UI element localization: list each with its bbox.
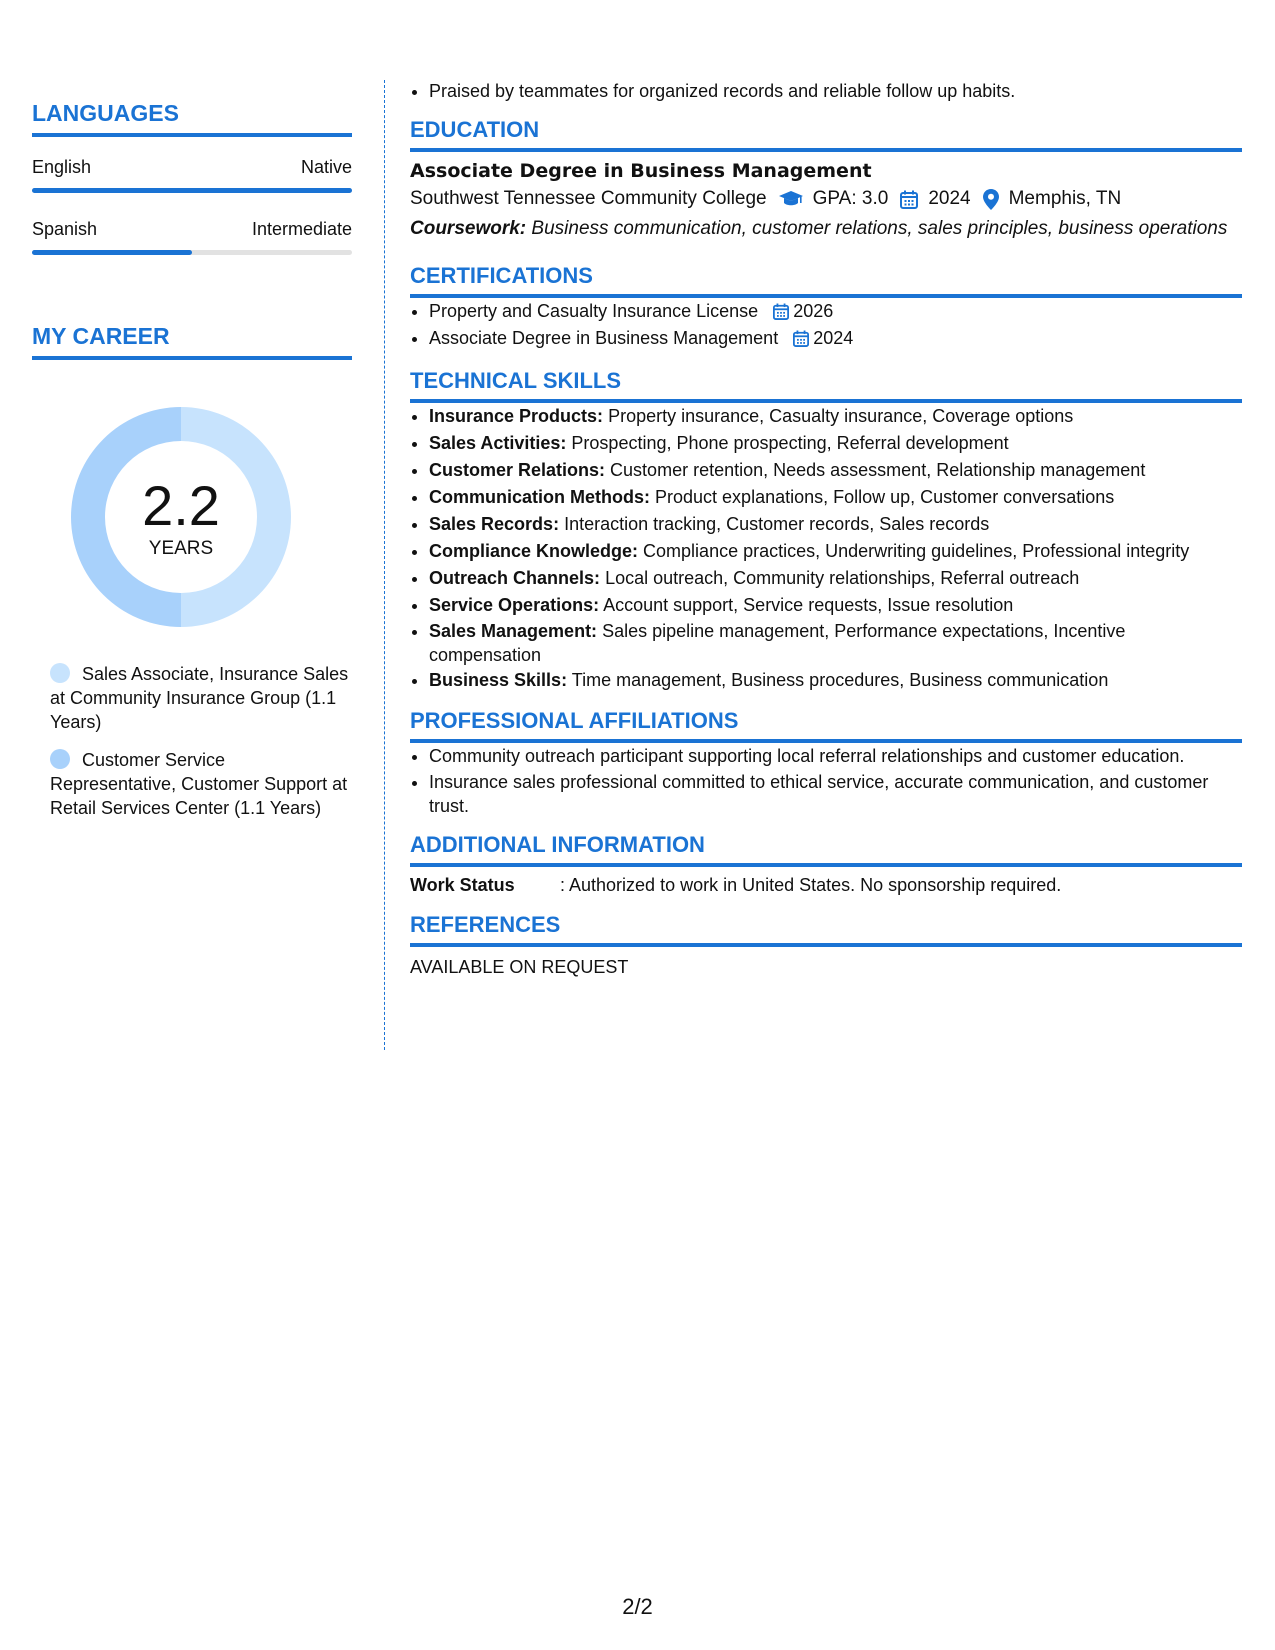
career-total-years: 2.2 (142, 474, 220, 537)
career-legend-item (50, 662, 352, 734)
coursework-text: Business communication, customer relations, sales principles, business operations (531, 218, 1228, 239)
work-status-value: : Authorized to work in United States. No sponsorship required. (560, 875, 1062, 895)
education-location: Memphis, TN (1008, 188, 1122, 209)
language-proficiency-fill (32, 250, 192, 255)
language-level: Intermediate (251, 219, 352, 239)
references-section (410, 912, 1242, 978)
additional-info-heading: ADDITIONAL INFORMATION (410, 832, 1242, 867)
certification-name: Associate Degree in Business Management (429, 328, 779, 348)
language-item (32, 157, 352, 193)
column-divider (384, 80, 385, 1050)
education-coursework (410, 216, 1242, 241)
education-heading: EDUCATION (410, 117, 1242, 152)
skill-item (429, 484, 1242, 511)
language-item (32, 219, 352, 255)
skill-value: Prospecting, Phone prospecting, Referral development (571, 433, 1009, 453)
main-content (410, 78, 1242, 978)
career-total-unit: YEARS (148, 538, 214, 559)
skill-label: Sales Records: (429, 514, 560, 534)
skill-label: Communication Methods: (429, 487, 650, 507)
technical-skills-section (410, 368, 1242, 694)
career-legend-label: Sales Associate, Insurance Sales at Community Insurance Group (1.1 Years) (50, 664, 349, 732)
career-legend-label: Customer Service Representative, Customer Support at Retail Services Center (1.1 Years) (50, 750, 348, 818)
skill-item (429, 565, 1242, 592)
legend-dot-icon (50, 749, 70, 769)
skill-item (429, 619, 1242, 667)
skill-value: Time management, Business procedures, Business communication (571, 670, 1109, 690)
work-status-label: Work Status (410, 875, 515, 895)
certifications-section (410, 263, 1242, 352)
skill-value: Property insurance, Casualty insurance, Coverage options (608, 406, 1074, 426)
education-year: 2024 (928, 188, 971, 209)
experience-bullet: • Praised by teammates for organized records and reliable follow up habits. (429, 78, 1242, 105)
language-proficiency-bar (32, 188, 352, 193)
calendar-icon (900, 190, 918, 209)
certification-year: 2024 (813, 328, 854, 348)
sidebar (32, 100, 352, 834)
skill-value: Interaction tracking, Customer records, Sales records (564, 514, 990, 534)
skill-label: Service Operations: (429, 595, 600, 615)
coursework-label: Coursework: (410, 218, 527, 239)
skill-label: Sales Activities: (429, 433, 567, 453)
skill-label: Outreach Channels: (429, 568, 601, 588)
affiliations-heading: PROFESSIONAL AFFILIATIONS (410, 708, 1242, 743)
skill-label: Compliance Knowledge: (429, 541, 639, 561)
additional-info-section (410, 832, 1242, 896)
career-legend (50, 662, 352, 820)
skill-label: Customer Relations: (429, 460, 606, 480)
skill-item (429, 667, 1242, 694)
skill-value: Sales pipeline management, Performance expectations, Incentive compensation (429, 621, 1126, 665)
certification-name: Property and Casualty Insurance License (429, 301, 759, 321)
technical-skills-list (410, 403, 1242, 694)
skill-value: Local outreach, Community relationships, Referral outreach (605, 568, 1080, 588)
career-donut-chart (66, 402, 296, 632)
location-pin-icon (983, 189, 999, 210)
skill-value: Product explanations, Follow up, Customer conversations (655, 487, 1115, 507)
certifications-heading: CERTIFICATIONS (410, 263, 1242, 298)
skill-item (429, 457, 1242, 484)
skill-value: Compliance practices, Underwriting guidelines, Professional integrity (643, 541, 1190, 561)
certifications-list (410, 298, 1242, 352)
skill-item (429, 511, 1242, 538)
legend-dot-icon (50, 663, 70, 683)
skill-item (429, 430, 1242, 457)
education-school: Southwest Tennessee Community College (410, 188, 767, 209)
affiliation-item: • Insurance sales professional committed to ethical service, accurate communication, and customer trust. (429, 770, 1242, 818)
references-text: AVAILABLE ON REQUEST (410, 957, 629, 977)
page-number: 2/2 (622, 1594, 653, 1619)
career-legend-item (50, 748, 352, 820)
skill-item (429, 403, 1242, 430)
career-heading: MY CAREER (32, 323, 352, 360)
language-name: Spanish (32, 219, 98, 239)
language-proficiency-fill (32, 188, 352, 193)
skill-value: Account support, Service requests, Issue resolution (603, 595, 1014, 615)
skill-label: Insurance Products: (429, 406, 604, 426)
experience-bullets (410, 78, 1242, 105)
certification-year: 2026 (793, 301, 834, 321)
references-heading: REFERENCES (410, 912, 1242, 947)
education-degree: Associate Degree in Business Management (410, 160, 872, 182)
calendar-icon (793, 330, 809, 347)
skill-label: Sales Management: (429, 621, 598, 641)
education-gpa: GPA: 3.0 (812, 188, 889, 209)
language-proficiency-bar (32, 250, 352, 255)
certification-item (429, 298, 1242, 325)
language-name: English (32, 157, 92, 177)
language-level: Native (300, 157, 352, 177)
affiliation-item: • Community outreach participant supporting local referral relationships and customer education. (429, 743, 1242, 770)
affiliations-list (410, 743, 1242, 818)
graduation-cap-icon (779, 190, 803, 208)
affiliations-section (410, 708, 1242, 818)
calendar-icon (773, 303, 789, 320)
certification-item (429, 325, 1242, 352)
languages-heading: LANGUAGES (32, 100, 352, 137)
skill-item (429, 538, 1242, 565)
skill-label: Business Skills: (429, 670, 568, 690)
technical-skills-heading: TECHNICAL SKILLS (410, 368, 1242, 403)
skill-value: Customer retention, Needs assessment, Relationship management (610, 460, 1146, 480)
skill-item (429, 592, 1242, 619)
education-section (410, 117, 1242, 241)
